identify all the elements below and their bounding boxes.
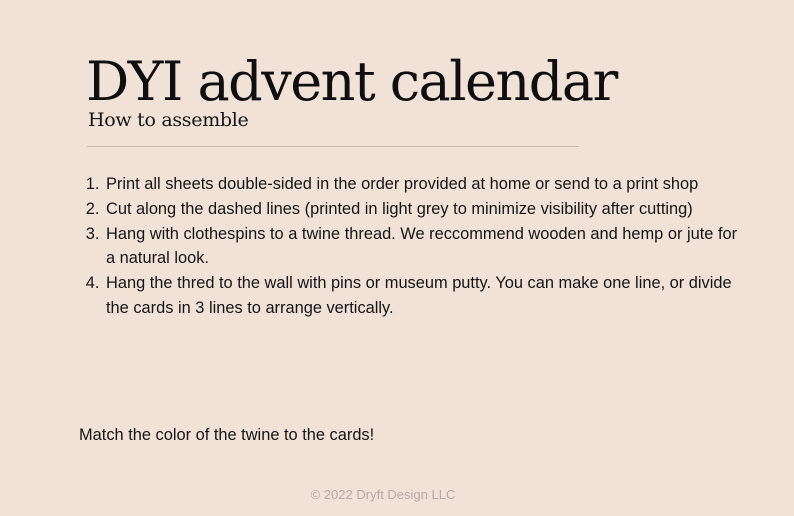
- page-title: DYI advent calendar: [86, 50, 617, 113]
- step-item: 3. Hang with clothespins to a twine thread. We reccommend wooden and hemp or jute for a natural look.: [104, 222, 744, 272]
- step-item: 4. Hang the thred to the wall with pins or museum putty. You can make one line, or divide the cards in 3 lines to arrange vertically.: [104, 271, 744, 321]
- page-subtitle: How to assemble: [88, 109, 249, 131]
- step-item: 1. Print all sheets double-sided in the order provided at home or send to a print shop: [104, 172, 744, 197]
- twine-note: Match the color of the twine to the cards!: [79, 426, 375, 444]
- copyright-footer: © 2022 Dryft Design LLC: [310, 487, 456, 502]
- title-divider: [87, 146, 579, 147]
- assembly-steps-list: [80, 172, 744, 321]
- step-item: 2. Cut along the dashed lines (printed in light grey to minimize visibility after cutting): [104, 197, 744, 222]
